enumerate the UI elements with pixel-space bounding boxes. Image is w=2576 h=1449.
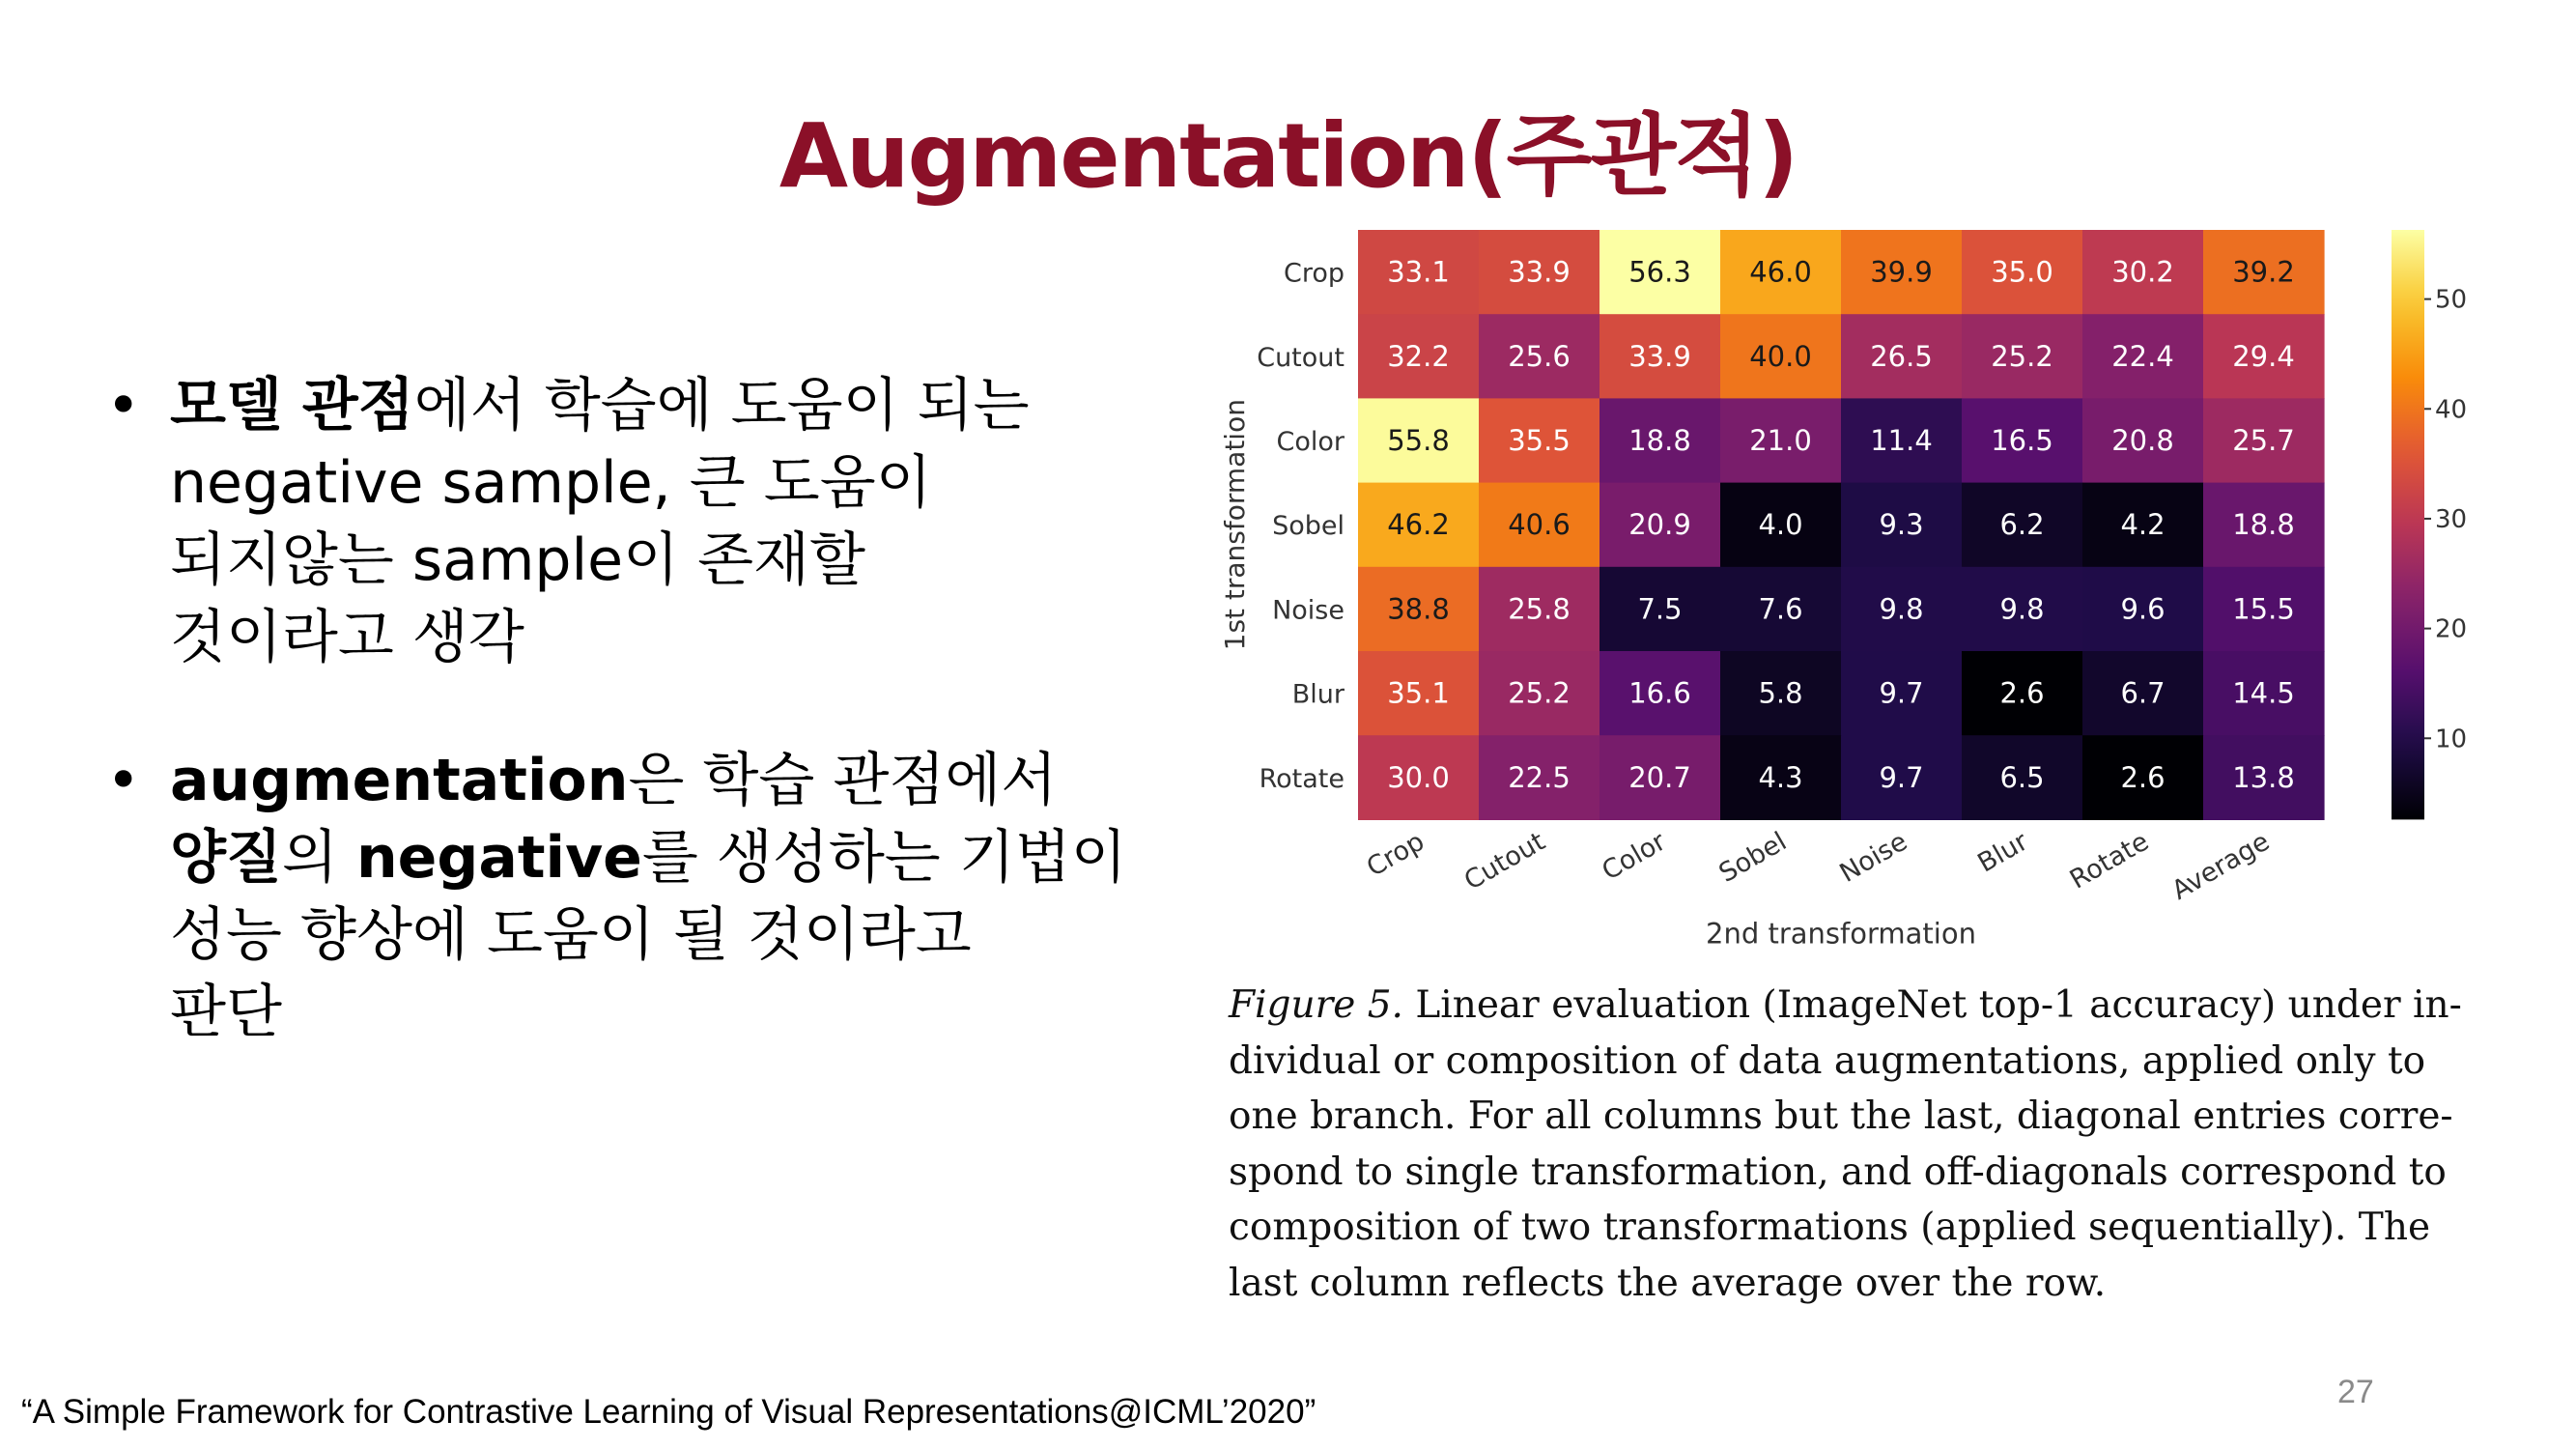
heatmap-value-label: 38.8 xyxy=(1387,592,1450,626)
bullet-text-bold: augmentation xyxy=(170,747,629,814)
heatmap-column-label: Average xyxy=(2166,826,2275,906)
caption-line: one branch. For all columns but the last, diagonal entries corre- xyxy=(1229,1094,2453,1138)
heatmap-value-label: 40.6 xyxy=(1508,508,1571,542)
heatmap-row-label: Noise xyxy=(1272,595,1345,626)
heatmap-value-label: 7.6 xyxy=(1758,592,1803,626)
heatmap-value-label: 16.6 xyxy=(1628,676,1691,710)
heatmap-value-label: 25.7 xyxy=(2232,424,2295,457)
heatmap-value-label: 16.5 xyxy=(1991,424,2053,457)
heatmap-value-label: 39.9 xyxy=(1870,255,1933,289)
heatmap-column-label: Cutout xyxy=(1458,826,1550,896)
heatmap-value-label: 6.5 xyxy=(1999,760,2045,794)
caption-text: Linear evaluation (ImageNet top-1 accuracy) under in- xyxy=(1402,983,2462,1027)
heatmap-value-label: 25.2 xyxy=(1508,676,1571,710)
heatmap-value-label: 56.3 xyxy=(1628,255,1691,289)
heatmap-value-label: 29.4 xyxy=(2232,339,2295,373)
heatmap-row-label: Blur xyxy=(1291,679,1345,710)
heatmap-value-label: 25.2 xyxy=(1991,339,2053,373)
slide-title: Augmentation(주관적) xyxy=(778,104,1798,208)
bullet-text-bold: 모델 관점 xyxy=(170,372,414,440)
bullet-text: 성능 향상에 도움이 될 것이라고 xyxy=(170,901,972,969)
bullet-text-bold: 양질 xyxy=(170,824,282,892)
heatmap-value-label: 15.5 xyxy=(2232,592,2295,626)
bullet-text: 되지않는 sample이 존재할 xyxy=(170,526,865,594)
heatmap-value-label: 6.7 xyxy=(2120,676,2166,710)
heatmap-value-label: 33.9 xyxy=(1628,339,1691,373)
heatmap-value-label: 20.8 xyxy=(2111,424,2174,457)
heatmap-row-label: Cutout xyxy=(1257,342,1345,373)
heatmap-column-label: Crop xyxy=(1361,826,1430,883)
bullet-list xyxy=(106,367,1169,1051)
heatmap-value-label: 4.2 xyxy=(2120,508,2166,542)
figure-caption xyxy=(1229,978,2462,1311)
heatmap-value-label: 2.6 xyxy=(2120,760,2166,794)
colorbar-tick-label: 50 xyxy=(2435,285,2468,315)
heatmap-value-label: 32.2 xyxy=(1387,339,1450,373)
heatmap-value-label: 21.0 xyxy=(1749,424,1812,457)
heatmap-value-label: 22.5 xyxy=(1508,760,1571,794)
heatmap-value-label: 9.6 xyxy=(2120,592,2166,626)
heatmap-value-label: 9.7 xyxy=(1879,760,1924,794)
heatmap-value-label: 2.6 xyxy=(1999,676,2045,710)
bullet-line xyxy=(170,367,1169,444)
bullet-text: 은 학습 관점에서 xyxy=(628,747,1058,814)
colorbar-tick-label: 20 xyxy=(2435,614,2468,644)
caption-line: last column reflects the average over the row. xyxy=(1229,1261,2107,1305)
bullet-text: 에서 학습에 도움이 되는 xyxy=(413,372,1030,440)
bullet-line xyxy=(170,896,1169,974)
heatmap-value-label: 9.3 xyxy=(1879,508,1924,542)
heatmap-column-label: Rotate xyxy=(2064,826,2154,895)
heatmap-value-label: 5.8 xyxy=(1758,676,1803,710)
heatmap-value-label: 33.1 xyxy=(1387,255,1450,289)
bullet-line xyxy=(170,974,1169,1051)
heatmap-value-label: 11.4 xyxy=(1870,424,1933,457)
heatmap-value-label: 4.0 xyxy=(1758,508,1803,542)
heatmap-value-label: 9.8 xyxy=(1999,592,2045,626)
heatmap-row-label: Sobel xyxy=(1272,511,1345,542)
heatmap-value-label: 20.7 xyxy=(1628,760,1691,794)
heatmap-value-label: 9.8 xyxy=(1879,592,1924,626)
heatmap-value-label: 26.5 xyxy=(1870,339,1933,373)
heatmap-cells xyxy=(1358,230,2325,820)
heatmap-x-axis-label: 2nd transformation xyxy=(1706,917,1976,951)
heatmap-value-label: 30.2 xyxy=(2111,255,2174,289)
bullet-dot: • xyxy=(106,747,141,814)
heatmap-column-label: Color xyxy=(1597,826,1671,887)
page-number: 27 xyxy=(2337,1374,2374,1410)
bullet-text: negative sample, 큰 도움이 xyxy=(170,449,932,517)
heatmap-value-label: 7.5 xyxy=(1637,592,1683,626)
bullet-item-augmentation xyxy=(106,742,1169,1051)
caption-line xyxy=(1229,978,2462,1034)
heatmap-value-label: 13.8 xyxy=(2232,760,2295,794)
colorbar-tick-label: 40 xyxy=(2435,395,2468,425)
heatmap-value-label: 25.6 xyxy=(1508,339,1571,373)
bullet-line xyxy=(170,819,1169,896)
heatmap-row-labels xyxy=(1257,259,1345,794)
heatmap-value-label: 40.0 xyxy=(1749,339,1812,373)
heatmap-value-label: 14.5 xyxy=(2232,676,2295,710)
heatmap-value-label: 20.9 xyxy=(1628,508,1691,542)
heatmap-value-label: 6.2 xyxy=(1999,508,2045,542)
bullet-text: 것이라고 생각 xyxy=(170,604,524,671)
bullet-dot: • xyxy=(106,372,141,440)
caption-line: dividual or composition of data augmentations, applied only to xyxy=(1229,1038,2426,1083)
bullet-item-model-view xyxy=(106,367,1169,676)
heatmap-value-label: 22.4 xyxy=(2111,339,2174,373)
caption-figure-label: Figure 5. xyxy=(1229,983,1403,1027)
heatmap-colorbar xyxy=(2392,230,2467,819)
heatmap-value-label: 30.0 xyxy=(1387,760,1450,794)
heatmap-column-labels xyxy=(1362,826,2275,906)
heatmap-value-label: 18.8 xyxy=(2232,508,2295,542)
bullet-text: 의 xyxy=(281,824,356,892)
heatmap-chart xyxy=(1198,213,2468,951)
bullet-line xyxy=(170,444,1169,522)
bullet-line xyxy=(170,599,1169,676)
heatmap-row-label: Rotate xyxy=(1259,763,1345,794)
heatmap-column-label: Noise xyxy=(1834,826,1912,889)
heatmap-value-label: 4.3 xyxy=(1758,760,1803,794)
heatmap-column-label: Blur xyxy=(1972,826,2033,879)
heatmap-value-label: 46.0 xyxy=(1749,255,1812,289)
colorbar-tick-label: 10 xyxy=(2435,724,2468,754)
bullet-text: 판단 xyxy=(170,979,282,1046)
caption-line: composition of two transformations (applied sequentially). The xyxy=(1229,1206,2431,1249)
bullet-line xyxy=(170,742,1169,819)
heatmap-y-axis-label: 1st transformation xyxy=(1219,399,1251,651)
heatmap-value-label: 25.8 xyxy=(1508,592,1571,626)
colorbar-tick-label: 30 xyxy=(2435,504,2468,534)
heatmap-value-label: 33.9 xyxy=(1508,255,1571,289)
heatmap-value-label: 35.5 xyxy=(1508,424,1571,457)
heatmap-value-label: 35.0 xyxy=(1991,255,2053,289)
heatmap-value-label: 46.2 xyxy=(1387,508,1450,542)
bullet-text: 를 생성하는 기법이 xyxy=(641,824,1127,892)
heatmap-value-label: 55.8 xyxy=(1387,424,1450,457)
heatmap-value-label: 35.1 xyxy=(1387,676,1450,710)
caption-line: spond to single transformation, and off-diagonals correspond to xyxy=(1229,1150,2447,1194)
heatmap-value-label: 39.2 xyxy=(2232,255,2295,289)
bullet-text-bold: negative xyxy=(355,824,642,892)
colorbar-gradient xyxy=(2392,230,2424,819)
bullet-line xyxy=(170,522,1169,599)
heatmap-row-label: Color xyxy=(1276,427,1345,457)
footer-citation: “A Simple Framework for Contrastive Learning of Visual Representations@ICML’2020” xyxy=(21,1393,1316,1431)
heatmap-row-label: Crop xyxy=(1283,258,1345,289)
heatmap-column-label: Sobel xyxy=(1713,826,1792,889)
heatmap-value-label: 9.7 xyxy=(1879,676,1924,710)
heatmap-value-label: 18.8 xyxy=(1628,424,1691,457)
